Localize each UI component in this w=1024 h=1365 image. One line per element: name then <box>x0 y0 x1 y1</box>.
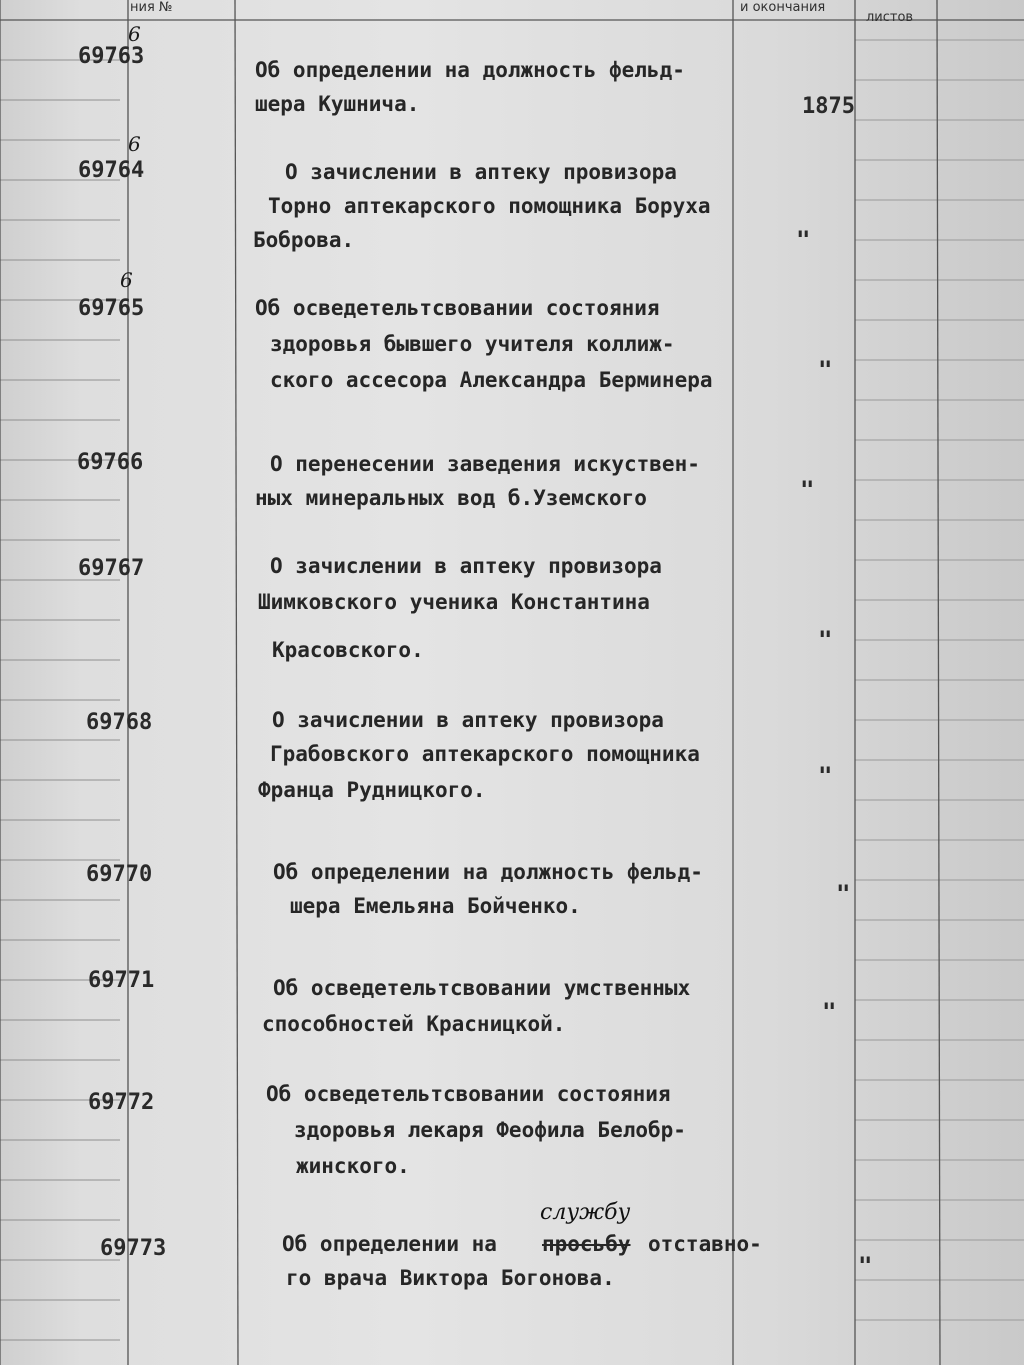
header-dates-label: и окончания <box>740 0 826 15</box>
entry-10-struck-word: просьбу <box>542 1232 631 1256</box>
entry-4-ditto: " <box>800 476 815 504</box>
entry-3-correction: 6 <box>120 268 133 292</box>
entry-9-number: 69772 <box>88 1090 155 1115</box>
entry-3-line-2: здоровья бывшего учителя коллиж- <box>270 332 675 356</box>
entry-10-number: 69773 <box>100 1236 167 1261</box>
header-number-label: ния № <box>130 0 173 15</box>
entry-9-line-1: Об осведетельтсвовании состояния <box>266 1082 671 1106</box>
entry-6-number: 69768 <box>86 710 153 735</box>
entry-4-line-2: ных минеральных вод б.Уземского <box>255 486 647 510</box>
entry-9-line-3: жинского. <box>296 1154 410 1178</box>
entry-2-line-3: Боброва. <box>253 228 355 252</box>
entry-10-line-2: го врача Виктора Богонова. <box>286 1266 615 1290</box>
entry-1-year: 1875 <box>802 94 855 119</box>
entry-5-line-2: Шимковского ученика Константина <box>258 590 650 614</box>
entry-2-ditto: " <box>796 226 811 254</box>
entry-10-ditto: " <box>858 1252 873 1280</box>
entry-6-line-3: Франца Рудницкого. <box>258 778 486 802</box>
entry-7-line-1: Об определении на должность фельд- <box>273 860 703 884</box>
entry-4-line-1: О перенесении заведения искуствен- <box>270 452 700 476</box>
entry-10-line-1-end: отставно- <box>648 1232 762 1256</box>
entry-2-number: 69764 <box>78 158 145 183</box>
entry-8-line-1: Об осведетельтсвовании умственных <box>273 976 691 1000</box>
entry-7-number: 69770 <box>86 862 153 887</box>
entry-7-line-2: шера Емельяна Бойченко. <box>290 894 581 918</box>
entry-3-number: 69765 <box>78 296 145 321</box>
entry-4-number: 69766 <box>77 450 144 475</box>
entry-5-ditto: " <box>818 626 833 654</box>
entry-5-line-1: О зачислении в аптеку провизора <box>270 554 662 578</box>
entry-5-line-3: Красовского. <box>272 638 424 662</box>
entry-8-ditto: " <box>822 998 837 1026</box>
header-sheets-label: листов <box>866 10 914 25</box>
entry-5-number: 69767 <box>78 556 145 581</box>
entry-1-line-1: Об определении на должность фельд- <box>255 58 685 82</box>
entry-2-line-1: О зачислении в аптеку провизора <box>285 160 677 184</box>
entry-10-handwritten-insert: службу <box>540 1200 631 1225</box>
entry-3-line-3: ского ассесора Александра Берминера <box>270 368 713 392</box>
entry-3-line-1: Об осведетельтсвовании состояния <box>255 296 660 320</box>
entry-1-number: 69763 <box>78 44 145 69</box>
entry-9-line-2: здоровья лекаря Феофила Белобр- <box>294 1118 686 1142</box>
entry-6-line-1: О зачислении в аптеку провизора <box>272 708 664 732</box>
entry-6-ditto: " <box>818 762 833 790</box>
entry-1-correction: 6 <box>128 22 141 46</box>
entry-8-number: 69771 <box>88 968 155 993</box>
entry-7-ditto: " <box>836 880 851 908</box>
entry-10-line-1: Об определении на <box>282 1232 497 1256</box>
entry-6-line-2: Грабовского аптекарского помощника <box>270 742 700 766</box>
entry-2-line-2: Торно аптекарского помощника Боруха <box>268 194 711 218</box>
entry-8-line-2: способностей Красницкой. <box>262 1012 566 1036</box>
entry-2-correction: 6 <box>128 132 141 156</box>
entry-1-line-2: шера Кушнича. <box>255 92 420 116</box>
entry-3-ditto: " <box>818 356 833 384</box>
